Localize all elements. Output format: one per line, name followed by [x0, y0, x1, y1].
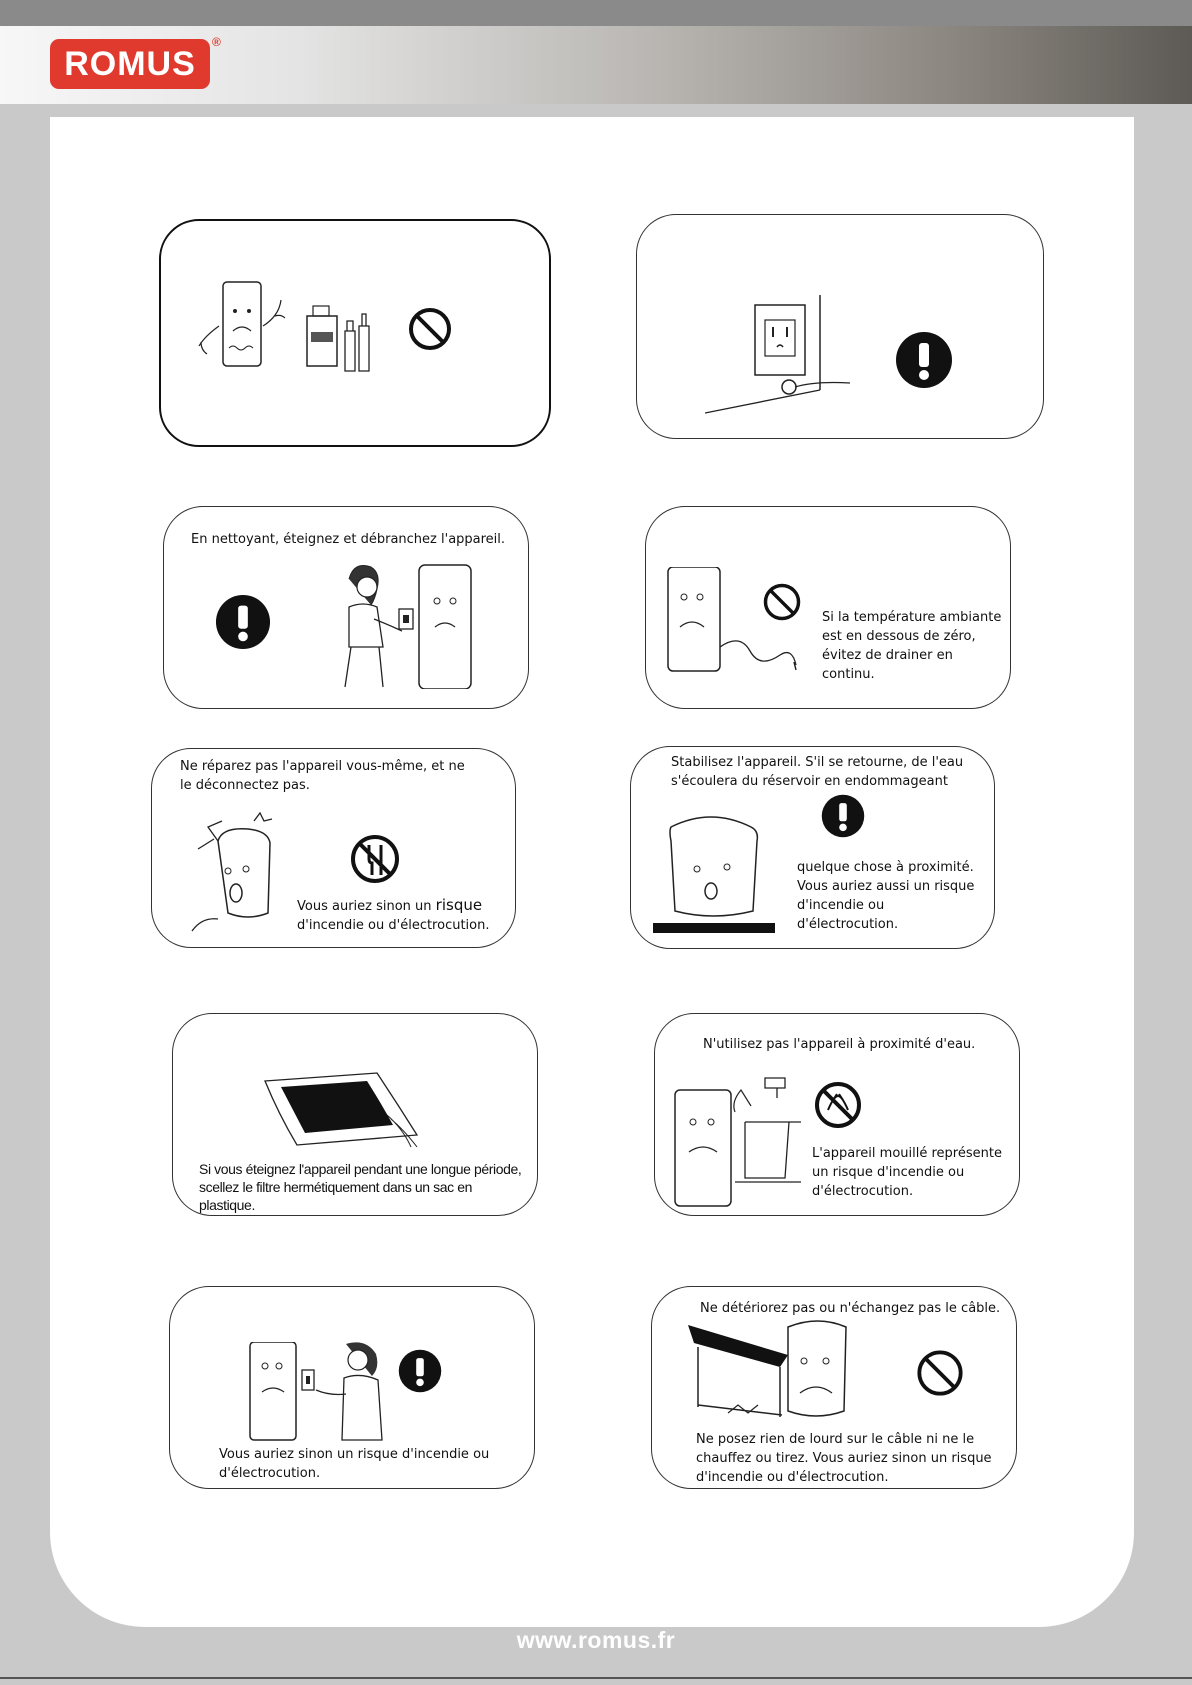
bottom-rule [0, 1677, 1192, 1679]
registered-mark: ® [212, 35, 221, 49]
water-text-top: N'utilisez pas l'appareil à proximité d'eau. [703, 1037, 976, 1052]
panel-cable [651, 1286, 1017, 1489]
warning-icon [215, 594, 271, 650]
no-disassembly-icon [349, 833, 401, 885]
cable-under-furniture-illustration [688, 1317, 848, 1437]
warning-icon [821, 794, 865, 838]
panel-water [654, 1013, 1020, 1216]
panel-plug [169, 1286, 535, 1489]
filter-text: Si vous éteignez l'appareil pendant une longue période, scellez le filtre hermétiquement dans un sac en plastique. [199, 1161, 522, 1213]
cleaning-text: En nettoyant, éteignez et débranchez l'appareil. [191, 532, 506, 547]
cable-text-bottom: Ne posez rien de lourd sur le câble ni ne le chauffez ou tirez. Vous auriez sinon un risque d'incendie ou d'électrocution. [696, 1432, 992, 1485]
panel-cleaning [163, 506, 529, 709]
cable-text-top: Ne détériorez pas ou n'échangez pas le câble. [700, 1301, 1001, 1316]
prohibited-icon [762, 582, 802, 622]
panel-filter [172, 1013, 538, 1216]
stabilize-text-bottom: quelque chose à proximité. Vous auriez aussi un risque d'incendie ou d'électrocution. [797, 860, 975, 932]
panel-socket [636, 214, 1044, 439]
top-bar [0, 0, 1192, 26]
stabilize-text-top: Stabilisez l'appareil. S'il se retourne, de l'eau s'écoulera du réservoir en endommageant [671, 755, 964, 789]
water-text-bottom: L'appareil mouillé représente un risque d'incendie ou d'électrocution. [812, 1146, 1002, 1199]
plug-text: Vous auriez sinon un risque d'incendie ou d'électrocution. [219, 1447, 490, 1481]
romus-logo: ROMUS [50, 39, 210, 89]
repair-text-bottom: Vous auriez sinon un risque d'incendie ou d'électrocution. [297, 896, 490, 933]
filter-bag-illustration [261, 1069, 421, 1149]
panel-drain [645, 506, 1011, 709]
woman-plug-illustration [248, 1342, 398, 1442]
panel-chemicals [159, 219, 551, 447]
woman-unplugging-illustration [329, 559, 489, 689]
warning-icon [398, 1349, 442, 1393]
wall-socket-illustration [705, 295, 855, 415]
panel-stabilize [630, 746, 995, 949]
dehumidifier-sink-illustration [673, 1072, 803, 1210]
tipped-dehumidifier-illustration [651, 807, 781, 939]
disassembly-illustration [188, 811, 288, 941]
no-water-icon [813, 1080, 863, 1130]
dehumidifier-chemicals-illustration [189, 276, 374, 386]
repair-text-top: Ne réparez pas l'appareil vous-même, et ne le déconnectez pas. [180, 759, 465, 793]
prohibited-icon [407, 306, 453, 352]
prohibited-icon [915, 1348, 965, 1398]
panel-repair [151, 748, 516, 948]
header-band [0, 26, 1192, 104]
website-link[interactable]: www.romus.fr [516, 1627, 676, 1653]
warning-icon [895, 331, 953, 389]
drain-text: Si la température ambiante est en dessous de zéro, évitez de drainer en continu. [822, 610, 1002, 682]
